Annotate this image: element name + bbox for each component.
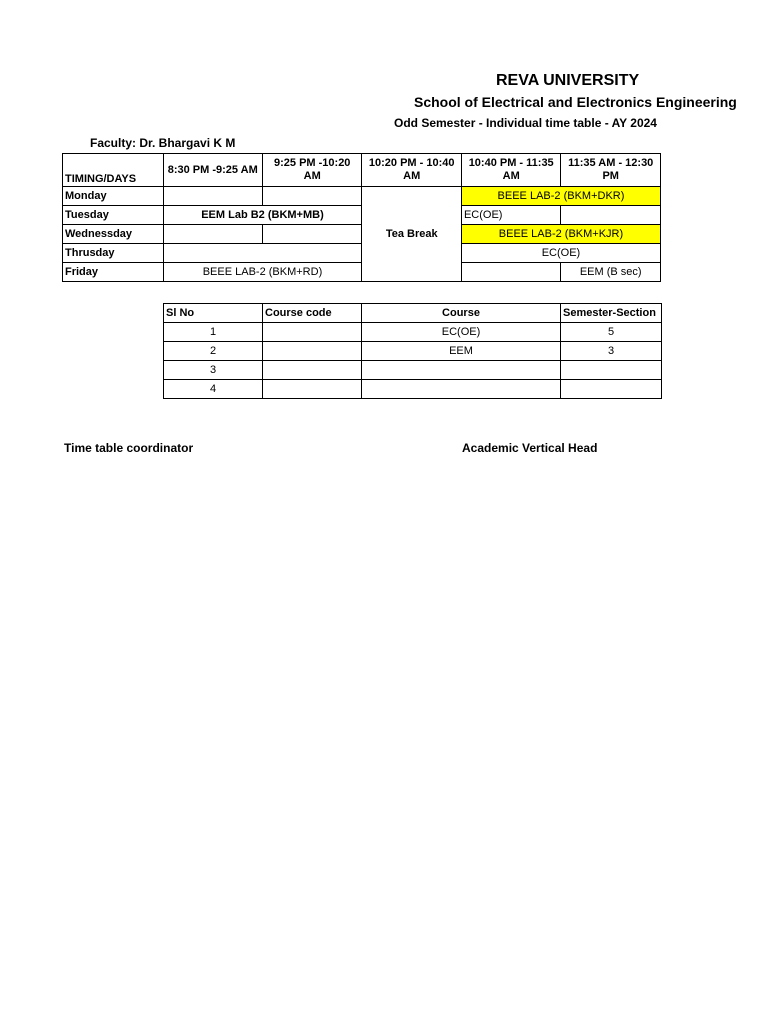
semester-section-header: Semester-Section (561, 304, 662, 323)
table-row (164, 361, 662, 380)
semester-section-cell: 3 (561, 342, 662, 361)
course-cell (362, 361, 561, 380)
course-code-cell (263, 342, 362, 361)
timetable-cell (561, 206, 661, 225)
semester-section-cell (561, 380, 662, 399)
course-cell (362, 380, 561, 399)
monday-lab-cell: BEEE LAB-2 (BKM+DKR) (461, 187, 660, 206)
university-title: REVA UNIVERSITY (496, 72, 640, 89)
faculty-name: Faculty: Dr. Bhargavi K M (90, 136, 236, 150)
course-cell: EC(OE) (362, 323, 561, 342)
slot-header: 10:20 PM - 10:40 AM (362, 154, 461, 187)
timetable-row-tuesday (63, 206, 661, 225)
academic-vertical-head-signature: Academic Vertical Head (462, 441, 598, 455)
semester-section-cell: 5 (561, 323, 662, 342)
course-code-cell (263, 361, 362, 380)
timetable-cell (163, 244, 362, 263)
wednesday-lab-cell: BEEE LAB-2 (BKM+KJR) (461, 225, 660, 244)
timetable-cell (461, 263, 560, 282)
timetable-cell (163, 187, 262, 206)
friday-eem-cell: EEM (B sec) (561, 263, 661, 282)
timetable-row-monday (63, 187, 661, 206)
day-label: Tuesday (63, 206, 164, 225)
timetable-header-row (63, 154, 661, 187)
timing-days-header: TIMING/DAYS (63, 154, 164, 187)
day-label: Thrusday (63, 244, 164, 263)
table-row (164, 323, 662, 342)
tuesday-lab-cell: EEM Lab B2 (BKM+MB) (163, 206, 362, 225)
sl-no-cell: 4 (164, 380, 263, 399)
course-header-row (164, 304, 662, 323)
timetable (62, 153, 661, 282)
timetable-row-friday (63, 263, 661, 282)
timetable-cell (262, 187, 361, 206)
timetable-coordinator-signature: Time table coordinator (64, 441, 194, 455)
school-name: School of Electrical and Electronics Engineering (414, 94, 737, 110)
slot-header: 8:30 PM -9:25 AM (163, 154, 262, 187)
sl-no-header: Sl No (164, 304, 263, 323)
day-label: Wednessday (63, 225, 164, 244)
timetable-row-wednesday (63, 225, 661, 244)
course-code-cell (263, 380, 362, 399)
day-label: Monday (63, 187, 164, 206)
timetable-cell (262, 225, 361, 244)
course-cell: EEM (362, 342, 561, 361)
course-code-header: Course code (263, 304, 362, 323)
tuesday-ec-cell: EC(OE) (461, 206, 560, 225)
table-row (164, 380, 662, 399)
timetable-cell (163, 225, 262, 244)
friday-lab-cell: BEEE LAB-2 (BKM+RD) (163, 263, 362, 282)
course-code-cell (263, 323, 362, 342)
sl-no-cell: 2 (164, 342, 263, 361)
thursday-ec-cell: EC(OE) (461, 244, 660, 263)
tea-break-cell: Tea Break (362, 187, 461, 282)
sl-no-cell: 1 (164, 323, 263, 342)
course-header: Course (362, 304, 561, 323)
slot-header: 9:25 PM -10:20 AM (262, 154, 361, 187)
slot-header: 10:40 PM - 11:35 AM (461, 154, 560, 187)
course-table (163, 303, 662, 399)
timetable-row-thursday (63, 244, 661, 263)
day-label: Friday (63, 263, 164, 282)
slot-header: 11:35 AM - 12:30 PM (561, 154, 661, 187)
sl-no-cell: 3 (164, 361, 263, 380)
semester-section-cell (561, 361, 662, 380)
semester-title: Odd Semester - Individual time table - AY 2024 (394, 116, 657, 130)
table-row (164, 342, 662, 361)
